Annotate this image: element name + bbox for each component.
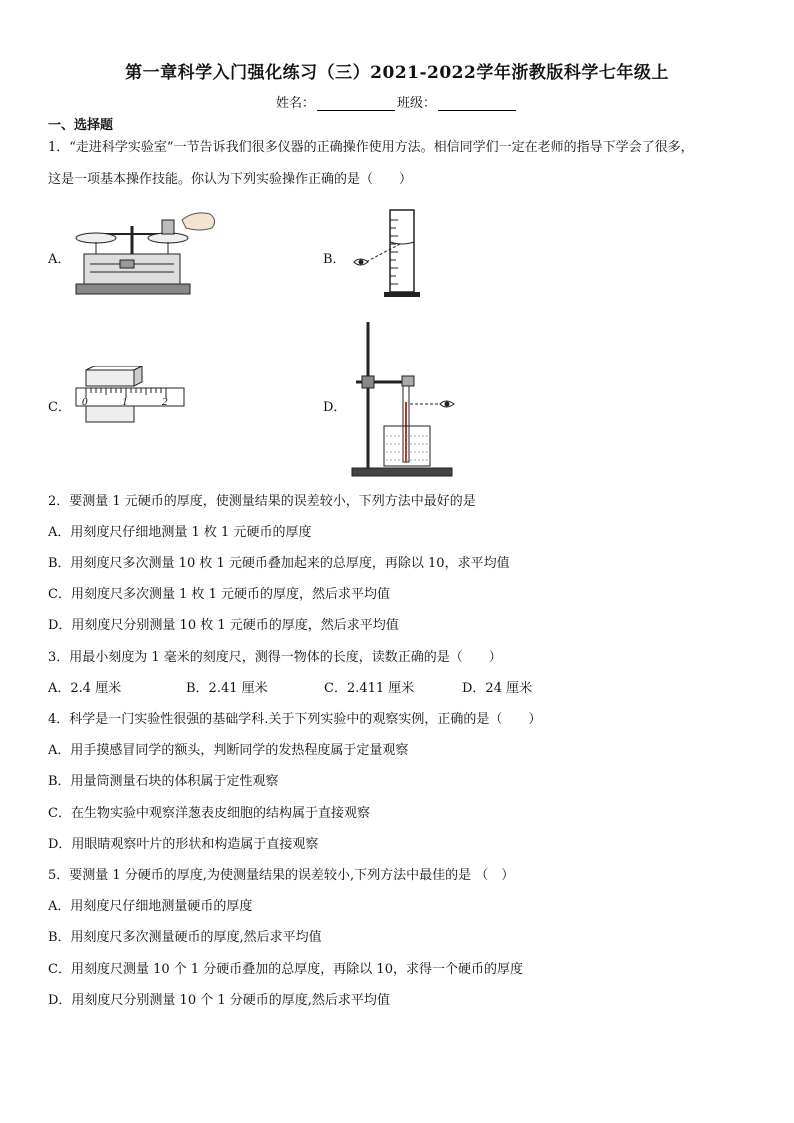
thermometer-stand-figure bbox=[348, 318, 460, 480]
q4-stem: 4．科学是一门实验性很强的基础学科.关于下列实验中的观察实例，正确的是（ ） bbox=[48, 712, 542, 727]
graduated-cylinder-figure bbox=[350, 206, 440, 300]
q5-stem: 5．要测量 1 分硬币的厚度,为使测量结果的误差较小,下列方法中最佳的是 （ ） bbox=[48, 868, 515, 883]
ruler-tick-2: 2 bbox=[162, 396, 168, 408]
q2-option-b[interactable]: B．用刻度尺多次测量 10 枚 1 元硬币叠加起来的总厚度，再除以 10，求平均值 bbox=[48, 556, 510, 571]
q3-option-c[interactable]: C．2.411 厘米 bbox=[324, 681, 415, 696]
q1-option-d-label[interactable]: D． bbox=[323, 400, 347, 415]
q1-option-b-label[interactable]: B． bbox=[323, 252, 346, 267]
q5-option-d[interactable]: D．用刻度尺分别测量 10 个 1 分硬币的厚度,然后求平均值 bbox=[48, 993, 390, 1008]
q3-option-b[interactable]: B．2.41 厘米 bbox=[186, 681, 268, 696]
section-heading: 一、选择题 bbox=[48, 118, 114, 133]
q2-option-c[interactable]: C．用刻度尺多次测量 1 枚 1 元硬币的厚度，然后求平均值 bbox=[48, 587, 391, 602]
balance-figure bbox=[70, 206, 220, 298]
q5-option-a[interactable]: A．用刻度尺仔细地测量硬币的厚度 bbox=[48, 899, 253, 914]
q1-option-c-label[interactable]: C． bbox=[48, 400, 71, 415]
q3-option-a[interactable]: A．2.4 厘米 bbox=[48, 681, 122, 696]
class-blank[interactable] bbox=[438, 97, 516, 111]
page-title: 第一章科学入门强化练习（三）2021-2022学年浙教版科学七年级上 bbox=[125, 63, 669, 83]
q5-option-b[interactable]: B．用刻度尺多次测量硬币的厚度,然后求平均值 bbox=[48, 930, 322, 945]
q2-option-d[interactable]: D．用刻度尺分别测量 10 枚 1 元硬币的厚度，然后求平均值 bbox=[48, 618, 399, 633]
q1-stem-line2: 这是一项基本操作技能。你认为下列实验操作正确的是（ ） bbox=[48, 172, 413, 187]
q4-option-a[interactable]: A．用手摸感冒同学的额头，判断同学的发热程度属于定量观察 bbox=[48, 743, 409, 758]
name-label: 姓名： bbox=[275, 96, 315, 111]
q1-stem-line1: 1．“走进科学实验室”一节告诉我们很多仪器的正确操作使用方法。相信同学们一定在老师的指导下学会了很多， bbox=[48, 140, 694, 155]
ruler-tick-1: 1 bbox=[122, 396, 128, 408]
name-blank[interactable] bbox=[317, 97, 395, 111]
q1-option-a-label[interactable]: A． bbox=[48, 252, 71, 267]
q4-option-d[interactable]: D．用眼睛观察叶片的形状和构造属于直接观察 bbox=[48, 837, 319, 852]
ruler-tick-0: 0 bbox=[82, 396, 88, 408]
q3-option-d[interactable]: D．24 厘米 bbox=[462, 681, 533, 696]
student-info bbox=[0, 92, 794, 111]
class-label: 班级： bbox=[397, 96, 437, 111]
ruler-block-figure bbox=[72, 366, 188, 428]
q2-stem: 2．要测量 1 元硬币的厚度，使测量结果的误差较小，下列方法中最好的是 bbox=[48, 494, 476, 509]
q5-option-c[interactable]: C．用刻度尺测量 10 个 1 分硬币叠加的总厚度，再除以 10，求得一个硬币的厚度 bbox=[48, 962, 523, 977]
q4-option-c[interactable]: C．在生物实验中观察洋葱表皮细胞的结构属于直接观察 bbox=[48, 806, 370, 821]
q4-option-b[interactable]: B．用量筒测量石块的体积属于定性观察 bbox=[48, 774, 279, 789]
q3-stem: 3．用最小刻度为 1 毫米的刻度尺，测得一物体的长度，读数正确的是（ ） bbox=[48, 650, 502, 665]
q2-option-a[interactable]: A．用刻度尺仔细地测量 1 枚 1 元硬币的厚度 bbox=[48, 525, 312, 540]
